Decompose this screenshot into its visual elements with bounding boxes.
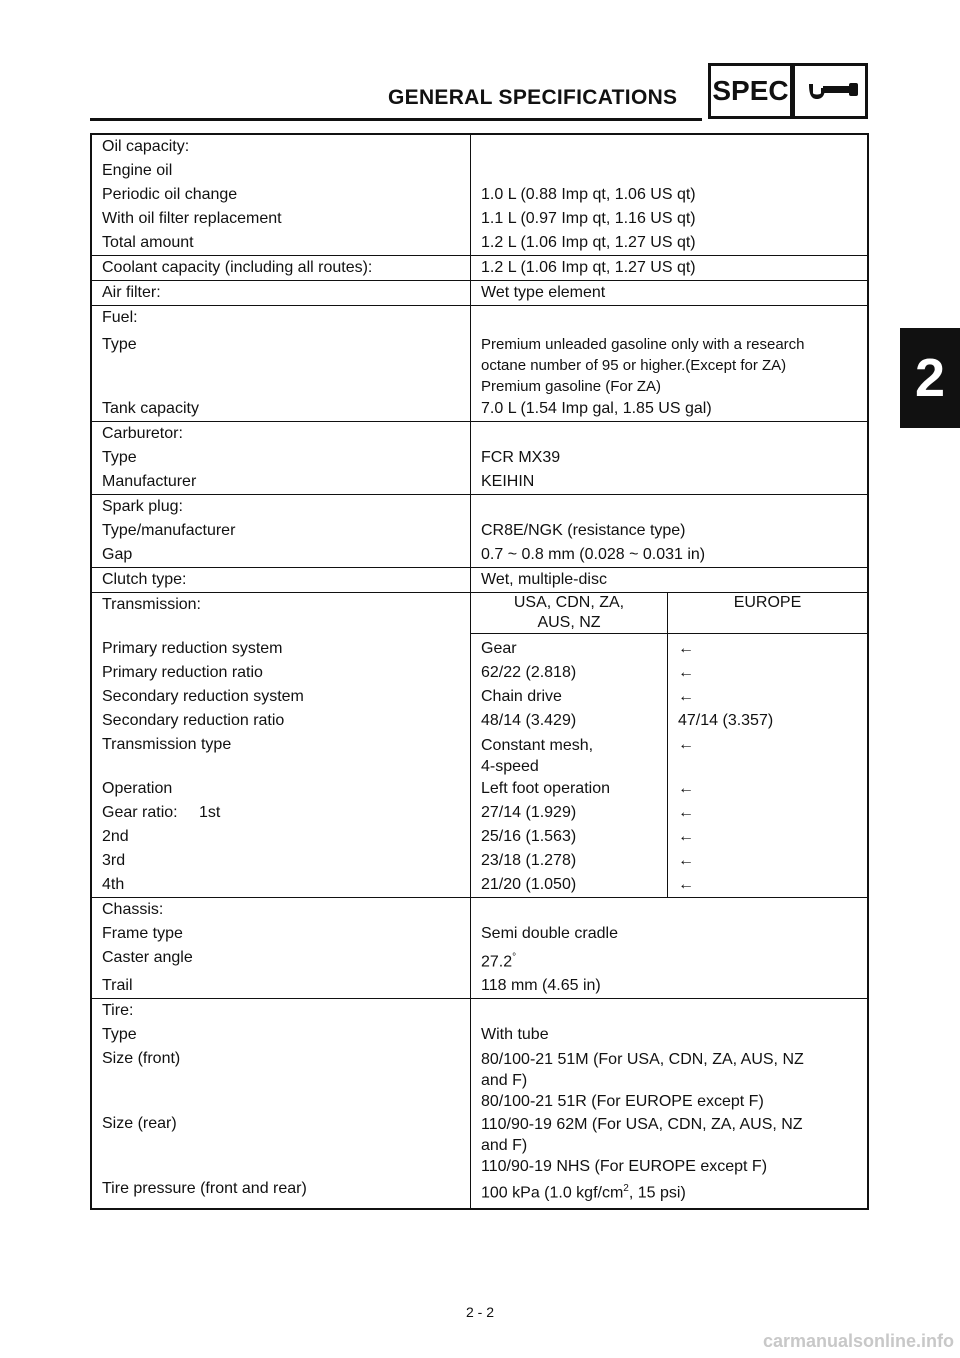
spec-value: [471, 1177, 869, 1208]
same-as-left-arrow: ←: [668, 661, 869, 685]
table-row: [91, 446, 868, 470]
spec-value-line: octane number of 95 or higher.(Except for ZA): [481, 357, 787, 374]
column-header-europe: EUROPE: [668, 593, 869, 634]
table-row: [91, 1023, 868, 1047]
table-row: [91, 593, 868, 634]
same-as-left-arrow: ←: [668, 825, 869, 849]
spec-value: [471, 733, 668, 777]
spec-value: 21/20 (1.050): [481, 876, 577, 893]
gear-ratio-label: Gear ratio:: [102, 804, 178, 821]
table-row: [91, 999, 868, 1024]
spec-value: 0.7 ~ 0.8 mm (0.028 ~ 0.031 in): [481, 546, 706, 563]
same-as-left-arrow: ←: [668, 777, 869, 801]
table-row: [91, 801, 868, 825]
spec-label: Type: [91, 330, 471, 397]
table-row: [91, 159, 868, 183]
same-as-left-arrow: ←: [668, 873, 869, 898]
spec-label: Size (front): [91, 1047, 471, 1112]
spec-value: 48/14 (3.429): [481, 712, 577, 729]
spec-label: Type: [91, 446, 471, 470]
spec-group-label: Chassis:: [91, 898, 471, 923]
table-row: [91, 1112, 868, 1177]
spec-value: Semi double cradle: [481, 925, 618, 942]
table-row: [91, 134, 868, 159]
same-as-left-arrow: ←: [668, 634, 869, 662]
table-row: [91, 1177, 868, 1208]
spec-label: Operation: [91, 777, 471, 801]
page-number: 2 - 2: [465, 1304, 494, 1320]
table-row: [91, 330, 868, 397]
spec-label: Transmission type: [91, 733, 471, 777]
spec-badge: SPEC: [708, 63, 793, 119]
spec-value: [471, 946, 869, 974]
spec-group-label: Oil capacity:: [91, 134, 471, 159]
table-row: [91, 231, 868, 256]
spec-label: Primary reduction system: [91, 634, 471, 662]
spec-value: 1.0 L (0.88 Imp qt, 1.06 US qt): [481, 186, 696, 203]
table-row: [91, 543, 868, 568]
spec-value-line: 110/90-19 62M (For USA, CDN, ZA, AUS, NZ: [481, 1116, 803, 1134]
table-row: [91, 709, 868, 733]
watermark: carmanualsonline.info: [762, 1331, 954, 1351]
spec-label: [91, 801, 471, 825]
table-row: [91, 873, 868, 898]
spec-label: Clutch type:: [91, 568, 471, 593]
spec-label: Engine oil: [91, 159, 471, 183]
pressure-value: 100 kPa (1.0 kgf/cm: [481, 1184, 624, 1202]
spec-value: 25/16 (1.563): [481, 828, 577, 845]
table-row: [91, 495, 868, 520]
table-row: [91, 777, 868, 801]
table-row: [91, 898, 868, 923]
column-header-line: USA, CDN, ZA,: [513, 594, 625, 611]
spec-label: Tire pressure (front and rear): [91, 1177, 471, 1208]
spec-group-label: Tire:: [91, 999, 471, 1024]
table-row: [91, 183, 868, 207]
table-row: [91, 256, 868, 281]
spec-value: CR8E/NGK (resistance type): [481, 522, 686, 539]
same-as-left-arrow: ←: [668, 685, 869, 709]
spec-label: Trail: [91, 974, 471, 999]
spec-value: 1.2 L (1.06 Imp qt, 1.27 US qt): [471, 256, 869, 281]
spec-group-label: Transmission:: [91, 593, 471, 634]
same-as-left-arrow: ←: [668, 801, 869, 825]
spec-group-label: Spark plug:: [91, 495, 471, 520]
spec-value: Wet, multiple-disc: [471, 568, 869, 593]
spec-label: Coolant capacity (including all routes):: [91, 256, 471, 281]
table-row: [91, 685, 868, 709]
table-row: [91, 470, 868, 495]
spec-value: Chain drive: [481, 688, 562, 705]
spec-label: Secondary reduction ratio: [91, 709, 471, 733]
same-as-left-arrow: ←: [668, 849, 869, 873]
table-row: [91, 306, 868, 331]
spec-label: Frame type: [91, 922, 471, 946]
spec-label: Air filter:: [91, 281, 471, 306]
gear-label: 3rd: [91, 849, 471, 873]
spec-value: Gear: [481, 640, 517, 657]
wrench-icon-box: [792, 63, 868, 119]
table-row: [91, 733, 868, 777]
table-row: [91, 849, 868, 873]
table-row: [91, 661, 868, 685]
page-title: GENERAL SPECIFICATIONS: [388, 86, 678, 109]
spec-value: 23/18 (1.278): [481, 852, 577, 869]
spec-value-line: and F): [481, 1137, 528, 1155]
table-row: [91, 519, 868, 543]
spec-label: Total amount: [91, 231, 471, 256]
gear-label: 4th: [91, 873, 471, 898]
spec-value-line: Constant mesh,: [481, 737, 594, 754]
spec-value-line: 80/100-21 51M (For USA, CDN, ZA, AUS, NZ: [481, 1051, 804, 1069]
caster-value: 27.2: [481, 953, 513, 971]
table-row: [91, 922, 868, 946]
column-header-usa: [471, 593, 668, 634]
spec-value-line: 4-speed: [481, 758, 539, 775]
spec-label: Caster angle: [91, 946, 471, 974]
spec-value: Left foot operation: [481, 780, 610, 797]
table-row: [91, 281, 868, 306]
spec-label: Tank capacity: [91, 397, 471, 422]
spec-value: 1.1 L (0.97 Imp qt, 1.16 US qt): [481, 210, 696, 227]
spec-value: 27/14 (1.929): [481, 804, 577, 821]
spec-value: 1.2 L (1.06 Imp qt, 1.27 US qt): [481, 234, 696, 251]
column-header-line: AUS, NZ: [537, 614, 601, 631]
gear-label: 1st: [199, 804, 221, 821]
spec-value: [471, 330, 869, 397]
spec-value: 118 mm (4.65 in): [481, 977, 601, 995]
spec-label: Periodic oil change: [91, 183, 471, 207]
spec-group-label: Carburetor:: [91, 422, 471, 447]
gear-label: 2nd: [91, 825, 471, 849]
table-row: [91, 946, 868, 974]
table-row: [91, 1047, 868, 1112]
title-underline: [90, 118, 702, 121]
table-row: [91, 634, 868, 662]
spec-label: Manufacturer: [91, 470, 471, 495]
degree-symbol: °: [512, 952, 517, 963]
table-row: [91, 397, 868, 422]
spec-value: FCR MX39: [481, 449, 561, 466]
table-row: [91, 207, 868, 231]
spec-label: Type: [91, 1023, 471, 1047]
spec-value: KEIHIN: [481, 473, 535, 490]
table-row: [91, 974, 868, 999]
spec-value-line: Premium unleaded gasoline only with a research: [481, 336, 805, 353]
spec-label: Primary reduction ratio: [91, 661, 471, 685]
same-as-left-arrow: ←: [668, 733, 869, 777]
spec-value-line: and F): [481, 1072, 528, 1090]
spec-value: 62/22 (2.818): [481, 664, 577, 681]
spec-value: [471, 1112, 869, 1177]
general-specifications-table: [90, 133, 869, 1210]
spec-label: With oil filter replacement: [91, 207, 471, 231]
spec-value: [471, 1047, 869, 1112]
table-row: [91, 568, 868, 593]
spec-label: Size (rear): [91, 1112, 471, 1177]
pressure-value-suffix: , 15 psi): [628, 1184, 686, 1202]
table-row: [91, 422, 868, 447]
spec-value: Wet type element: [471, 281, 869, 306]
spec-label: Type/manufacturer: [91, 519, 471, 543]
table-row: [91, 825, 868, 849]
superscript: 2: [623, 1183, 629, 1195]
spec-value-line: 80/100-21 51R (For EUROPE except F): [481, 1093, 764, 1111]
spec-label: Gap: [91, 543, 471, 568]
spec-group-label: Fuel:: [91, 306, 471, 331]
chapter-tab: 2: [900, 328, 960, 428]
spec-value-line: 110/90-19 NHS (For EUROPE except F): [481, 1158, 768, 1176]
spec-value: With tube: [481, 1026, 549, 1044]
spec-value-europe: 47/14 (3.357): [668, 709, 869, 733]
wrench-icon: [805, 80, 861, 104]
spec-value-line: Premium gasoline (For ZA): [481, 378, 662, 395]
spec-label: Secondary reduction system: [91, 685, 471, 709]
spec-value: 7.0 L (1.54 Imp gal, 1.85 US gal): [481, 400, 712, 417]
